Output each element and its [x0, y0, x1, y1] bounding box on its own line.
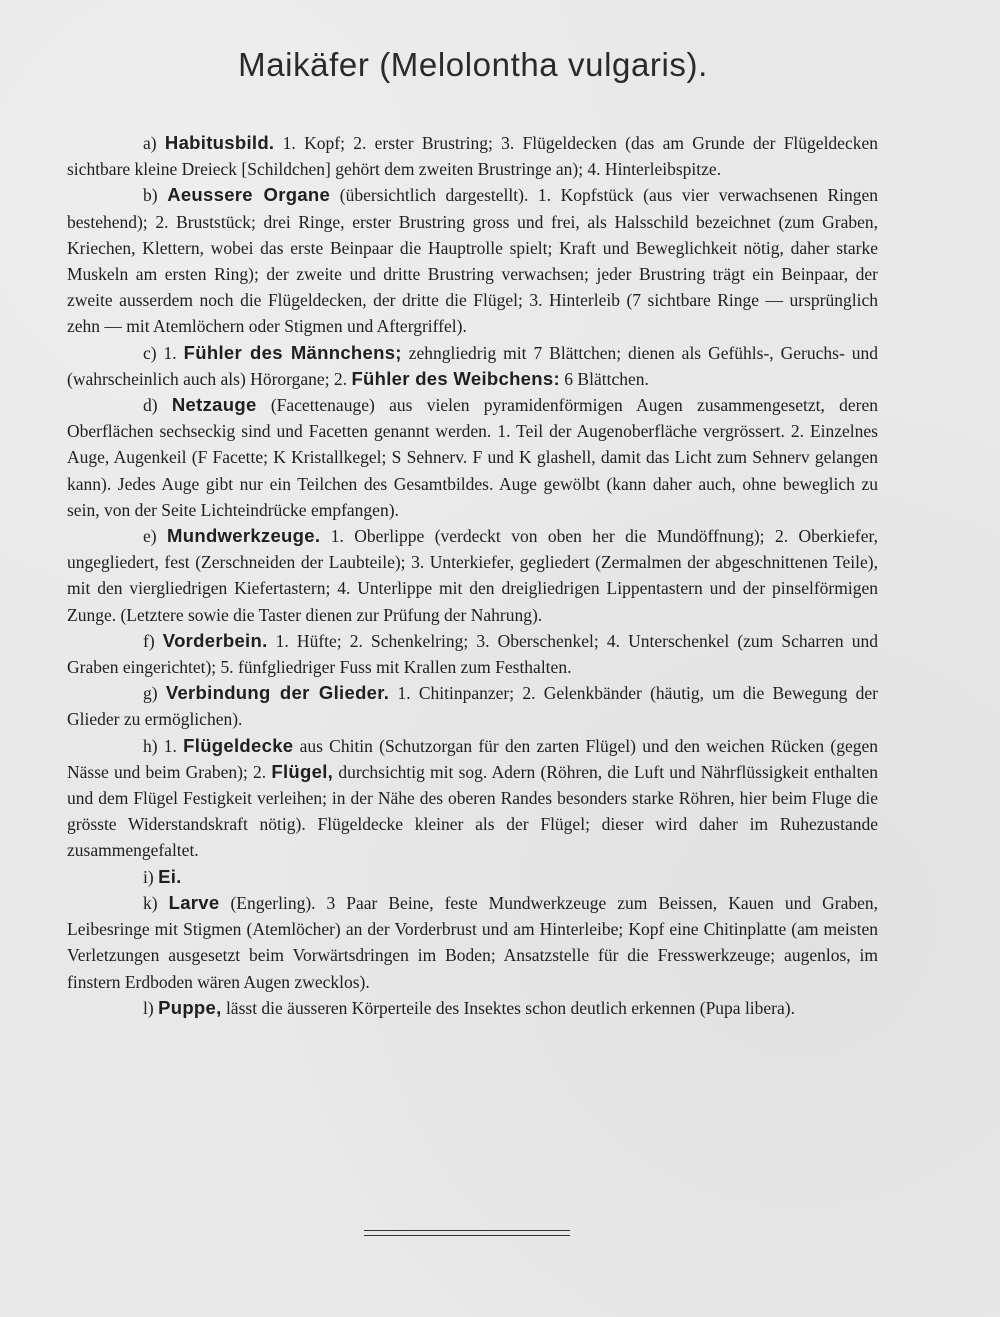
paragraph-prefix: i) — [143, 866, 159, 887]
paragraph-prefix: l) — [143, 997, 159, 1018]
paragraph-text: (übersichtlich dargestellt). 1. Kopfstück (aus vier verwachsenen Ringen bestehend); 2. Bruststück; drei Ringe, erster Brustring gross und frei, als Halsschild bezeichnet (zum Graben, Kriechen, Klettern, wobei das erste Beinpaar die Hauptrolle spielt; Kraft und Beweglichkeit nötig, daher starke Muskeln am ersten Ring); der zweite und dritte Brustring verwachsen; jeder Brustring trägt ein Beinpaar, der zweite ausserdem noch die Flügeldecken, der dritte die Flügel; 3. Hinterleib (7 sichtbare Ringe — ursprünglich zehn — mit Atemlöchern oder Stigmen und Aftergriffel). — [67, 185, 879, 337]
paragraph-heading-secondary: Flügel, — [271, 760, 334, 782]
paragraph-heading-secondary: Fühler des Weibchens: — [351, 367, 560, 389]
document-body — [67, 130, 878, 1021]
paragraph-netzauge — [67, 392, 878, 523]
paragraph-heading: Mundwerkzeuge. — [167, 525, 321, 547]
paragraph-ei — [67, 864, 878, 890]
paragraph-larve — [67, 890, 878, 995]
paragraph-heading: Habitusbild. — [164, 132, 275, 153]
paragraph-heading: Larve — [168, 891, 220, 913]
paragraph-aeussere-organe — [67, 182, 878, 339]
paragraph-heading: Flügeldecke — [183, 734, 294, 756]
paragraph-heading: Fühler des Männchens; — [183, 341, 402, 363]
paragraph-heading: Puppe, — [158, 996, 222, 1018]
paragraph-heading: Verbindung der Glieder. — [165, 682, 390, 704]
page-title: Maikäfer (Melolontha vulgaris). — [238, 46, 708, 83]
paragraph-heading: Ei. — [158, 865, 182, 887]
paragraph-heading: Vorderbein. — [162, 629, 268, 651]
paragraph-fuehler — [67, 340, 878, 392]
paragraph-heading: Netzauge — [171, 394, 257, 416]
paragraph-text: 1. Kopf; 2. erster Brustring; 3. Flügeldecken (das am Grunde der Flügeldecken sichtbare kleine Dreieck [Schildchen] gehört dem zweiten Brustringe an); 4. Hinterleibspitze. — [67, 133, 878, 180]
paragraph-mundwerkzeuge — [67, 523, 878, 628]
paragraph-text: aus Chitin (Schutzorgan für den zarten Flügel) und den weichen Rücken (gegen Nässe und beim Graben); 2. — [67, 735, 878, 782]
end-rule-bottom — [364, 1235, 570, 1236]
paragraph-text: 1. Oberlippe (verdeckt von oben her die Mundöffnung); 2. Oberkiefer, ungegliedert, fest (Zerschneiden der Laubteile); 3. Unterkiefer, gegliedert (Zermalmen der abgeschnittenen Teile), mit den viergliedrigen Kiefertastern; 4. Unterlippe mit den dreigliedrigen Lippentastern und der pinselförmigen Zunge. (Letztere sowie die Taster dienen zur Prüfung der Nahrung). — [67, 526, 878, 625]
paragraph-heading: Aeussere Organe — [167, 184, 331, 206]
paragraph-vorderbein — [67, 628, 878, 680]
paragraph-text: (Facettenauge) aus vielen pyramidenförmigen Augen zusammengesetzt, deren Oberflächen sechseckig sind und Facetten genannt werden. 1. Teil der Augenoberfläche vergrössert. 2. Einzelnes Auge, Augenkeil (F Facette; K Kristallkegel; S Sehnerv. F und K glashell, damit das Licht zum Sehnerv gelangen kann). Jedes Auge gibt nur ein Teilchen des Gesamtbildes. Auge gewölbt (kann daher auch, ohne beweglich zu sein, von der Seite Lichteindrücke empfangen). — [67, 395, 879, 520]
paragraph-prefix: b) — [143, 185, 168, 206]
paragraph-puppe — [67, 995, 878, 1021]
paragraph-text-secondary: durchsichtig mit sog. Adern (Röhren, die Luft und Nährflüssigkeit enthalten und dem Flügel Festigkeit verleihen; in der Nähe des oberen Randes besonders starke Röhren, hier beim Fluge die grösste Widerstandskraft nötig). Flügeldecke kleiner als der Flügel; dieser wird daher im Ruhezustande zusammengefaltet. — [67, 761, 878, 861]
paragraph-fluegeldecke — [67, 733, 878, 864]
paragraph-text: 1. Hüfte; 2. Schenkelring; 3. Oberschenkel; 4. Unterschenkel (zum Scharren und Graben eingerichtet); 5. fünfgliedriger Fuss mit Krallen zum Festhalten. — [67, 630, 878, 678]
paragraph-prefix: k) — [143, 892, 169, 913]
paragraph-prefix: f) — [143, 630, 163, 651]
paragraph-prefix: h) 1. — [143, 735, 184, 756]
paragraph-text: zehngliedrig mit 7 Blättchen; dienen als Gefühls-, Geruchs- und (wahrscheinlich auch als) Hörorgane; 2. — [67, 342, 878, 389]
paragraph-habitusbild — [67, 130, 878, 182]
paragraph-prefix: e) — [143, 526, 168, 547]
end-rule-top — [364, 1230, 570, 1231]
paragraph-prefix: g) — [143, 683, 166, 704]
paragraph-prefix: c) 1. — [143, 342, 184, 363]
paragraph-text: 1. Chitinpanzer; 2. Gelenkbänder (häutig, um die Bewegung der Glieder zu ermöglichen). — [67, 683, 878, 730]
paragraph-verbindung — [67, 680, 878, 732]
paragraph-text: (Engerling). 3 Paar Beine, feste Mundwerkzeuge zum Beissen, Kauen und Graben, Leibesringe mit Stigmen (Atemlöcher) an der Vorderbrust und am Hinterleibe; Kopf eine Chitinplatte (am meisten Verletzungen ausgesetzt beim Vorwärtsdringen im Boden; Ansatzstelle für die Fresswerkzeuge; augenlos, im finstern Erdboden wären Augen zwecklos). — [67, 892, 879, 992]
paragraph-text: lässt die äusseren Körperteile des Insektes schon deutlich erkennen (Pupa libera). — [221, 997, 795, 1018]
paragraph-text-secondary: 6 Blättchen. — [559, 368, 649, 389]
paragraph-prefix: d) — [143, 395, 172, 416]
paragraph-prefix: a) — [143, 133, 165, 153]
